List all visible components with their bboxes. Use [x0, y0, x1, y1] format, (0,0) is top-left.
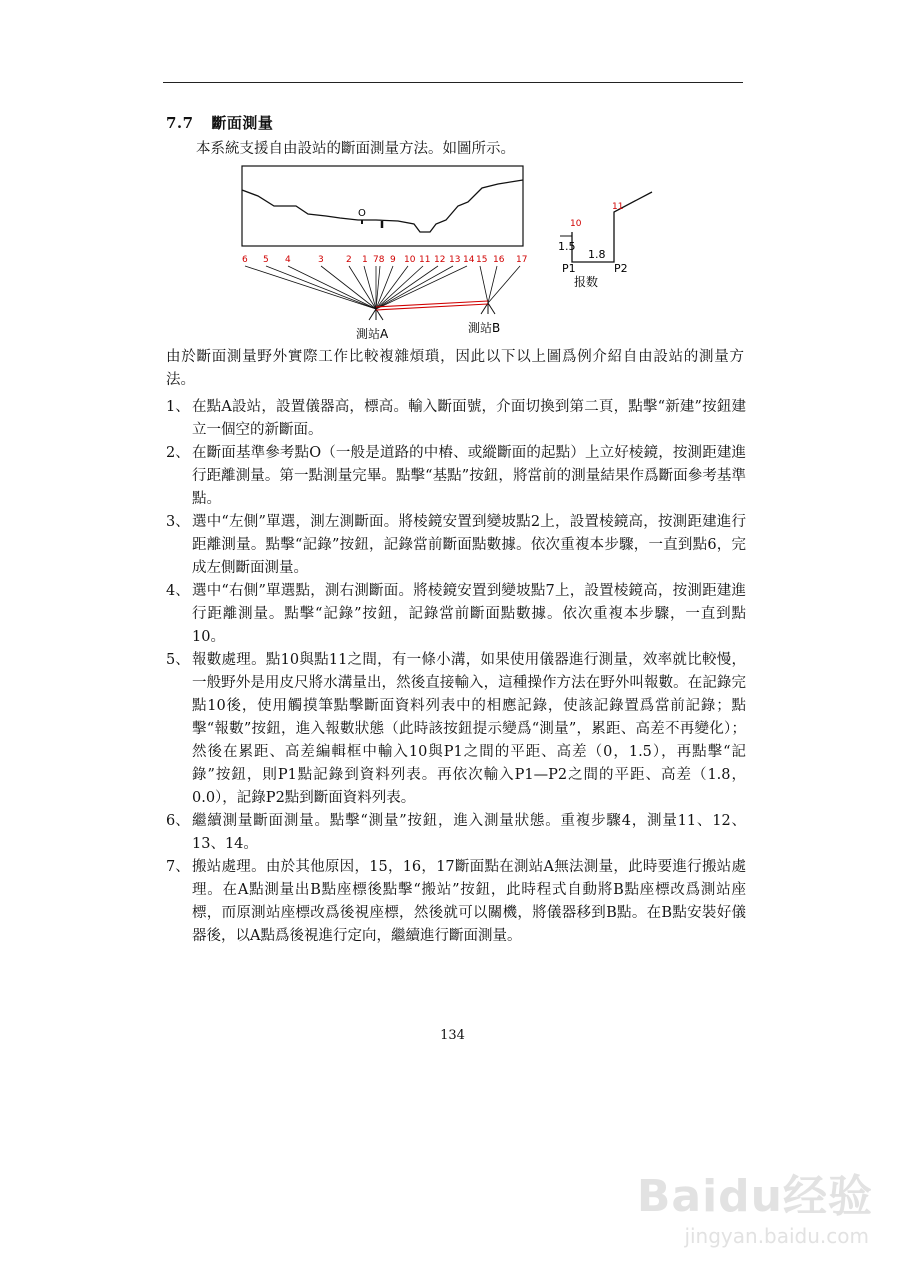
step-number: 3、	[166, 514, 190, 530]
step-number: 7、	[166, 859, 190, 875]
header-rule	[163, 82, 743, 83]
step-item	[166, 856, 746, 948]
step-item	[166, 580, 746, 649]
point-label-5: 5	[263, 255, 269, 265]
baidu-watermark	[623, 1148, 883, 1278]
steps-list	[166, 396, 746, 948]
page-number: 134	[440, 1028, 465, 1043]
step-text: 在點A設站，設置儀器高，標高。輸入斷面號，介面切換到第二頁，點擊“新建”按鈕建立一個空的新斷面。	[192, 399, 746, 438]
point-label-9: 9	[390, 255, 396, 265]
section-heading	[166, 112, 273, 133]
step-item	[166, 511, 746, 580]
inset-distance-label: 1.8	[588, 248, 606, 261]
step-text: 在斷面基準參考點O（一般是道路的中樁、或縱斷面的起點）上立好棱鏡，按測距建進行距離測量。第一點測量完畢。點擊“基點”按鈕，將當前的測量結果作爲斷面參考基準點。	[192, 445, 746, 507]
watermark-url: jingyan.baidu.com	[684, 1224, 869, 1248]
cross-section-figure	[236, 160, 656, 346]
inset-p1-label: P1	[562, 262, 576, 275]
point-label-17: 17	[516, 255, 528, 265]
inset-height-label: 1.5	[558, 240, 576, 253]
point-label-78: 78	[373, 255, 385, 265]
step-item	[166, 442, 746, 511]
inset-label-10: 10	[570, 219, 582, 229]
sight-lines-a	[245, 266, 467, 309]
station-a-label: 測站A	[356, 327, 389, 341]
step-item	[166, 396, 746, 442]
point-label-10: 10	[404, 255, 416, 265]
point-label-15: 15	[476, 255, 488, 265]
point-label-16: 16	[493, 255, 505, 265]
point-labels	[242, 255, 527, 265]
step-text: 選中“右側”單選點，測右測斷面。將棱鏡安置到變坡點7上，設置棱鏡高，按測距建進行距離測量。點擊“記錄”按鈕，記錄當前斷面點數據。依次重複本步驟，一直到點10。	[192, 583, 746, 645]
step-number: 6、	[166, 813, 190, 829]
point-label-3: 3	[318, 255, 324, 265]
section-number: 7.7	[166, 114, 194, 132]
step-text: 搬站處理。由於其他原因，15，16，17斷面點在測站A無法測量，此時要進行搬站處理。在A點測量出B點座標後點擊“搬站”按鈕，此時程式自動將B點座標改爲測站座標，而原測站座標改爲後視座標，然後就可以關機，將儀器移到B點。在B點安裝好儀器後，以A點爲後視進行定向，繼續進行斷面測量。	[192, 859, 746, 944]
step-text: 選中“左側”單選，測左測斷面。將棱鏡安置到變坡點2上，設置棱鏡高，按測距建進行距離測量。點擊“記錄”按鈕，記錄當前斷面點數據。依次重複本步驟，一直到點6，完成左側斷面測量。	[192, 514, 746, 576]
step-number: 4、	[166, 583, 190, 599]
point-label-1: 1	[362, 255, 368, 265]
baseline-a-b	[376, 301, 488, 310]
watermark-brand: Baidu经验	[636, 1171, 873, 1222]
inset-caption: 报数	[574, 275, 599, 289]
step-item	[166, 810, 746, 856]
step-item	[166, 649, 746, 810]
profile-box	[242, 166, 523, 246]
step-number: 2、	[166, 445, 190, 461]
inset-label-11: 11	[612, 202, 624, 212]
point-label-11: 11	[419, 255, 431, 265]
point-label-4: 4	[285, 255, 291, 265]
method-paragraph: 由於斷面測量野外實際工作比較複雜煩瑣，因此以下以上圖爲例介紹自由設站的測量方法。	[166, 349, 744, 388]
step-number: 5、	[166, 652, 190, 668]
tape-inset	[558, 192, 652, 289]
origin-label: O	[358, 208, 366, 219]
point-label-13: 13	[449, 255, 461, 265]
step-number: 1、	[166, 399, 190, 415]
station-a-tripod	[369, 309, 383, 320]
point-label-12: 12	[434, 255, 446, 265]
step-text: 報數處理。點10與點11之間，有一條小溝，如果使用儀器進行測量，效率就比較慢，一般野外是用皮尺將水溝量出，然後直接輸入，這種操作方法在野外叫報數。在記錄完點10後，使用觸摸筆點擊斷面資料列表中的相應記錄，使該記錄置爲當前記錄；點擊“報數”按鈕，進入報數狀態（此時該按鈕提示變爲“測量”，累距、高差不再變化）；然後在累距、高差編輯框中輸入10與P1之間的平距、高差（0，1.5），再點擊“記錄”按鈕，則P1點記錄到資料列表。再依次輸入P1—P2之間的平距、高差（1.8，0.0），記錄P2點到斷面資料列表。	[192, 652, 746, 806]
point-label-14: 14	[463, 255, 475, 265]
section-title: 斷面測量	[211, 114, 274, 132]
point-label-6: 6	[242, 255, 248, 265]
intro-text: 本系統支援自由設站的斷面測量方法。如圖所示。	[196, 141, 515, 157]
step-text: 繼續測量斷面測量。點擊“測量”按鈕，進入測量狀態。重複步驟4，測量11、12、13、14。	[192, 813, 746, 852]
sight-lines-b	[480, 266, 520, 303]
inset-p2-label: P2	[614, 262, 628, 275]
station-b-label: 測站B	[468, 321, 501, 335]
point-label-2: 2	[346, 255, 352, 265]
